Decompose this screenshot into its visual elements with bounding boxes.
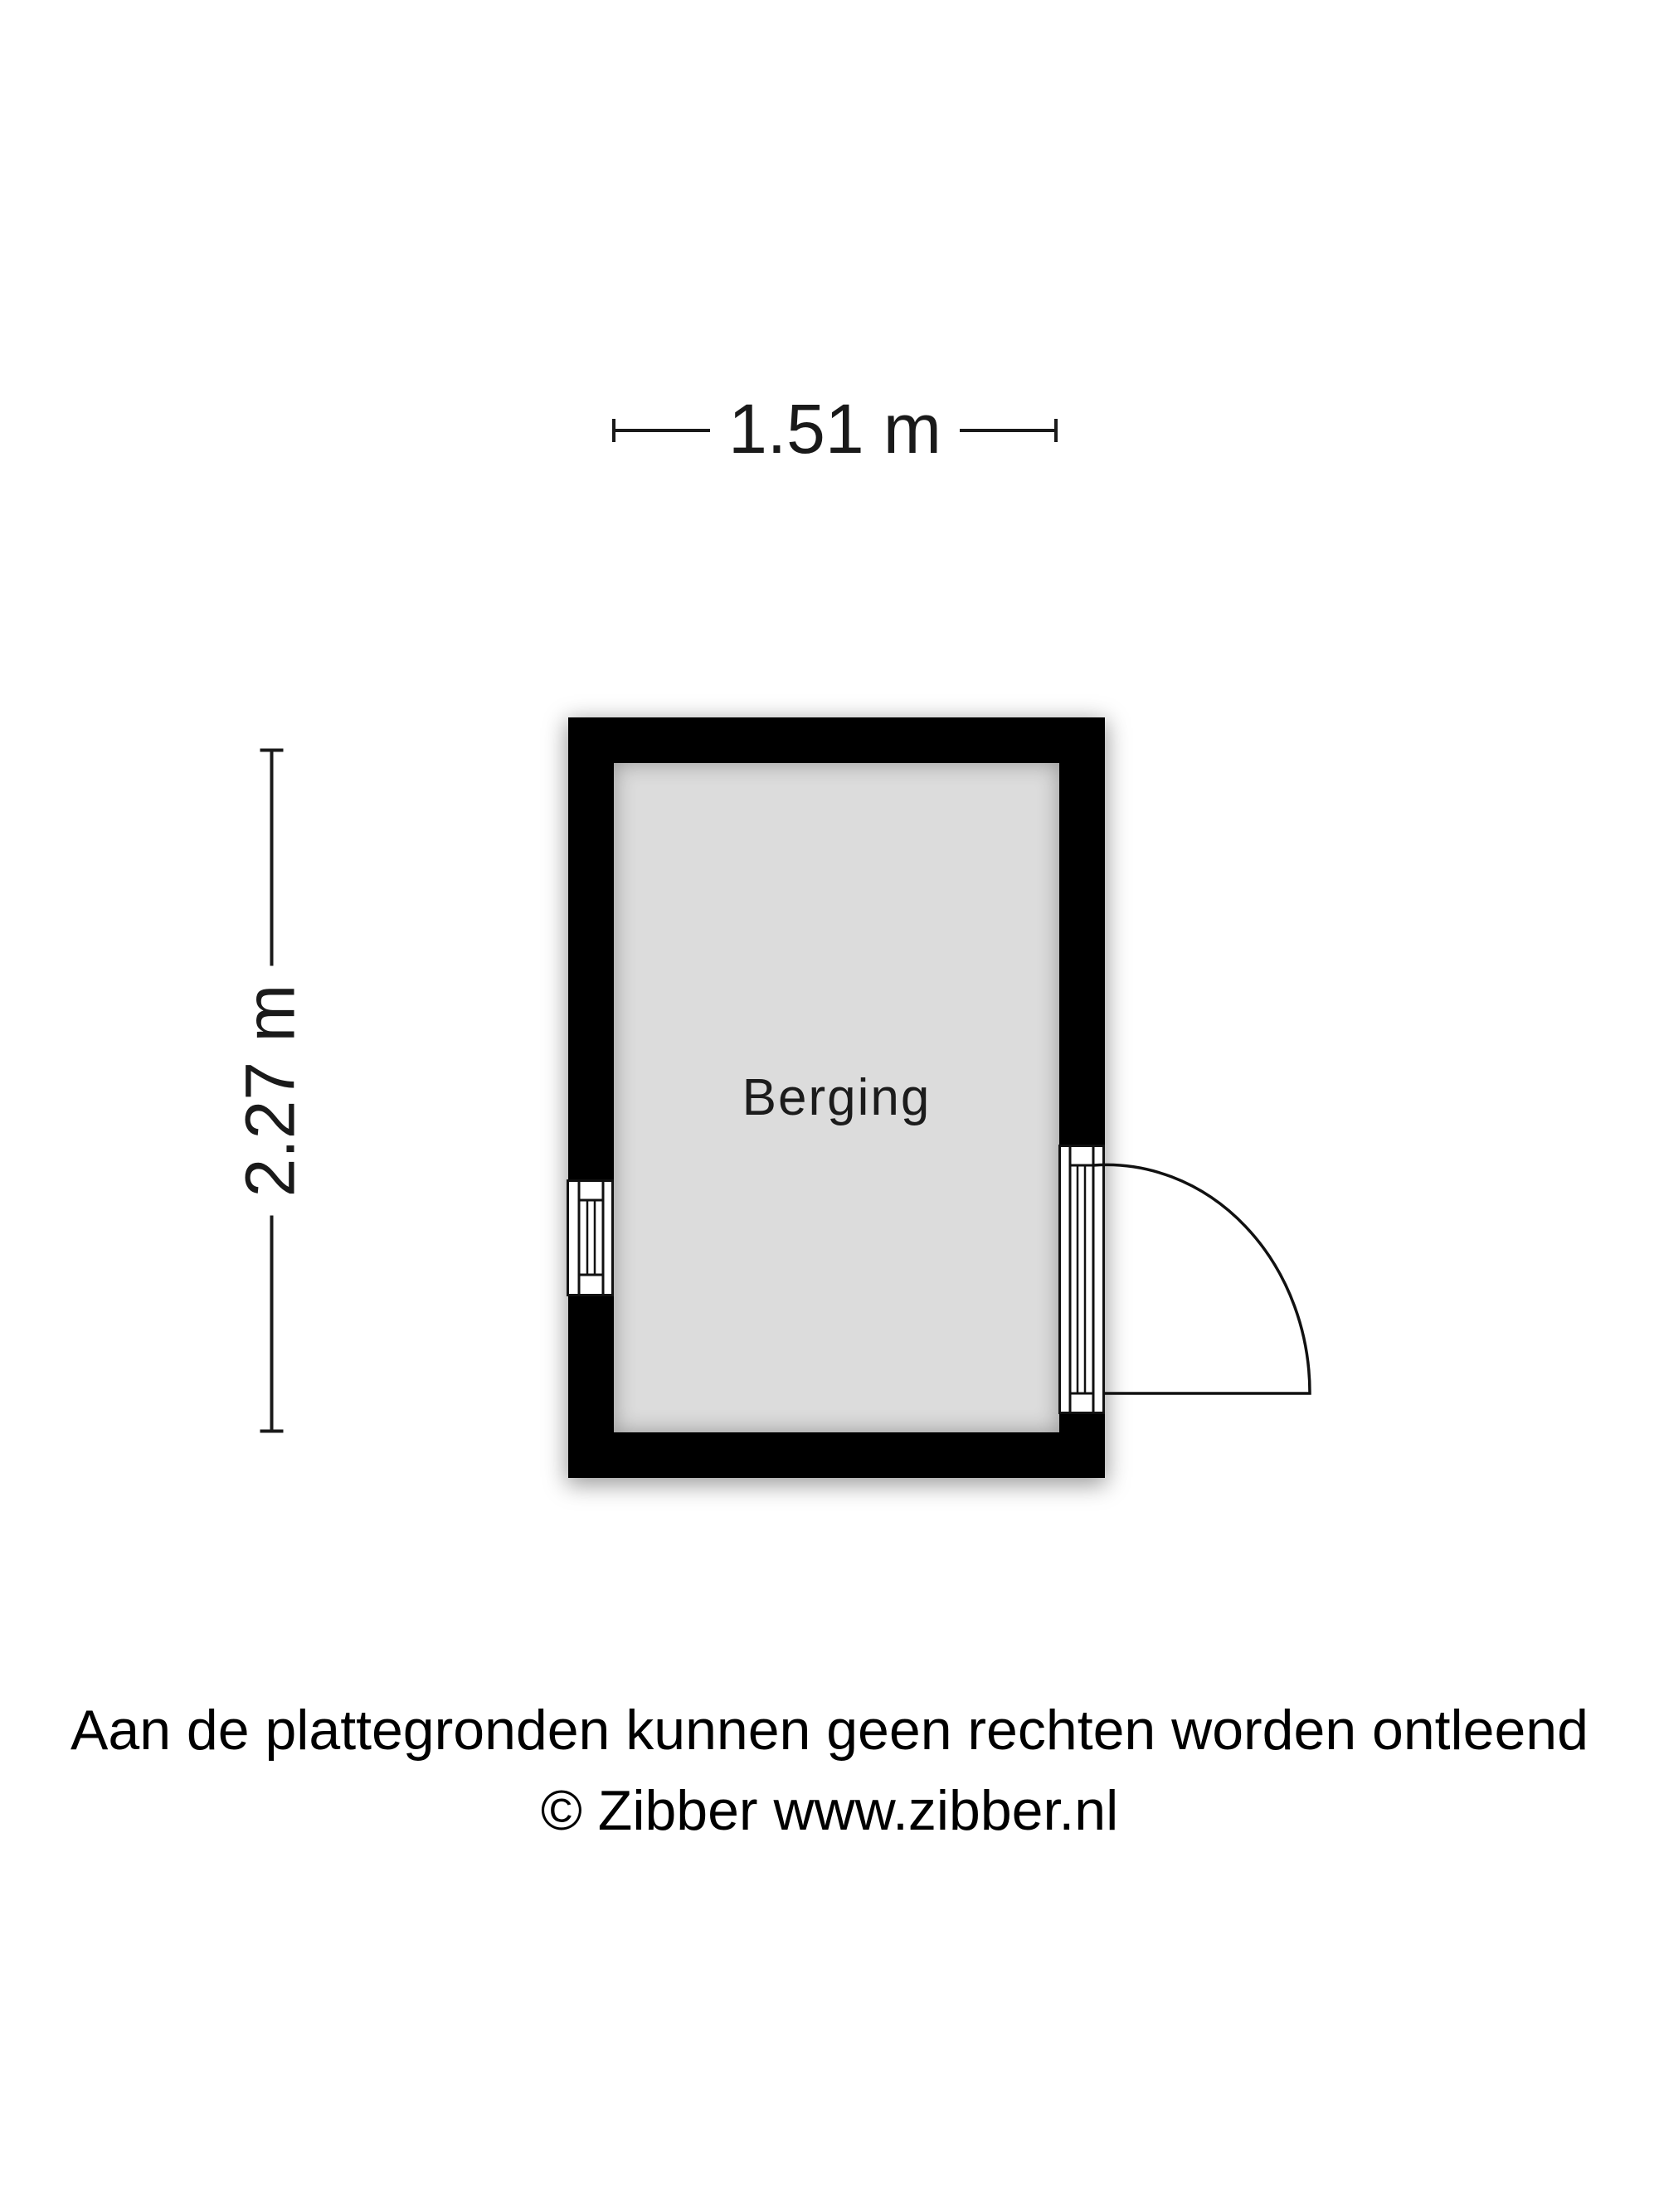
dimension-width-label: 1.51 m [728,390,941,468]
dimension-tick-top [260,749,284,752]
dimension-tick-bottom [260,1430,284,1433]
footer [0,1690,1659,1850]
dimension-line-top-segment [270,752,274,966]
footer-disclaimer: Aan de plattegronden kunnen geen rechten worden ontleend [71,1699,1588,1762]
building-walls [568,717,1105,1478]
room-floor [614,763,1059,1432]
dimension-line-left-segment [615,429,710,432]
dimension-height-label: 2.27 m [231,984,309,1198]
door-swing-arc [1093,1164,1310,1393]
dimension-width [612,390,1058,468]
door-frame [1060,1146,1104,1413]
footer-copyright: © Zibber www.zibber.nl [540,1778,1119,1842]
room-name-label: Berging [742,1069,932,1126]
window-icon [567,1179,614,1296]
dimension-tick-right [1054,419,1058,442]
dimension-line-right-segment [960,429,1054,432]
dimension-line-bottom-segment [270,1215,274,1429]
dimension-height [231,749,309,1433]
door-icon [1058,1143,1317,1425]
